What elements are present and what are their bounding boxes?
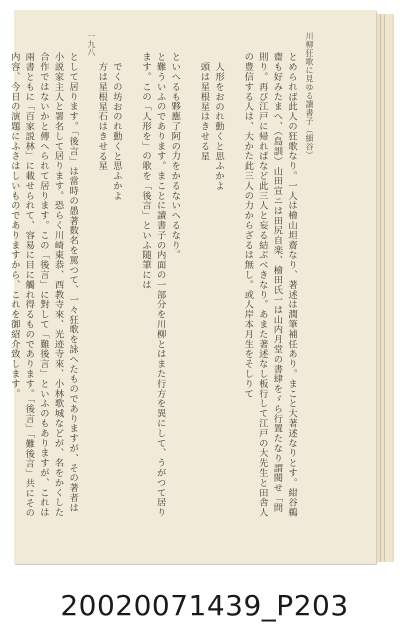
paragraph: とめられば此人の狂歌なり。一人は檜山坦齋なり、著述は潤筆補任あり。まこと大著述なりとす。紺谷鵜齋も好みたまへ、（島訓）山田宣ニは田尻自楽、檜田氏一は山内月堂の書肆をゞら行置たなり謂閱せ「問則り。再び江戸に帰ればなど此三人と妄る結ぶべきなり。あまた著述なし板行して江戸の大先生と田舎人の豊信する人は、大かた此三人の力からざるは無し。或人岸本月生をそしりて	[242, 52, 297, 518]
verse-line: 方は星根星石はきせる星	[96, 62, 108, 172]
running-head: 川柳狂歌に見ゆる讀書子（細谷）	[305, 32, 314, 160]
page-edge	[384, 14, 392, 562]
verse-line: でくの坊おのれ動くと思ふかよ	[110, 62, 122, 201]
page-number: 一九八	[87, 32, 96, 56]
verse-line: 人形をおのれ動くと思ふかよ	[213, 62, 225, 191]
image-caption: 20020071439_P203	[0, 572, 409, 640]
book-page	[8, 10, 376, 564]
paragraph: と難ういふのであります。まことに讀書子の内面の一部分を川柳とはまた行方を異にして、うがつて居ります。この「人形を」の歌を「後言」といふ随筆には	[140, 52, 166, 518]
paragraph: といへるも夥應了阿の力をかるないへるなり。	[169, 52, 181, 260]
body-text	[8, 52, 298, 522]
paragraph: として居ります。「後言」は當時の愚著数名を罵つて、一々狂歌を詠へたものでありますが、その著者は小説家主人と署名して居ります。恐らく川崎東恭、西教寺來、光迹寺來、小林歌城などが、名をかくした合作ではないかと傳へられて居ります。この「後言」に對して「難後言」といふのもありますが、これは兩書ともに「百家説林」に載せられて、容易に目に觸れ得るものであります。「後言」「難後言」共にその内容、今日の演題にふさはしいものでありますから、これを御紹介致します。	[8, 52, 79, 518]
verse-line: 頭は星根星はきせる星	[198, 62, 210, 162]
